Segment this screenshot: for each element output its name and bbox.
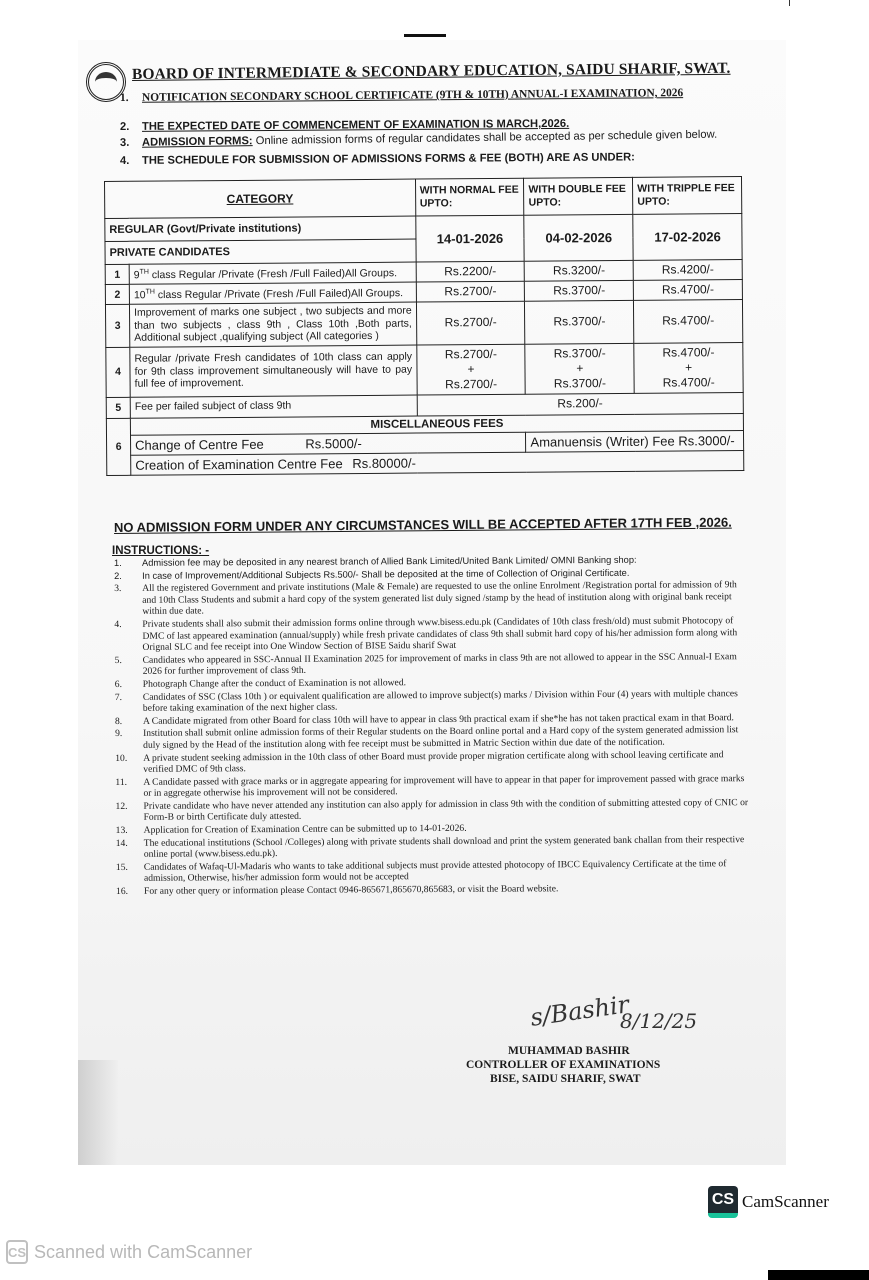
header-item-4: 4. THE SCHEDULE FOR SUBMISSION OF ADMISSIONS FORMS & FEE (BOTH) ARE AS UNDER: xyxy=(119,151,635,167)
handwritten-signature: s/Bashir xyxy=(528,990,631,1032)
instruction-item: 5. Candidates who appeared in SSC-Annual II Examination 2025 for improvement of marks in class 9th are not allowed to appear in the SSC Annual-I Exam 2026 for further improvement of class 9th. xyxy=(114,650,737,678)
table-header-row xyxy=(105,176,742,218)
instruction-item: 1. Admission fee may be deposited in any nearest branch of Allied Bank Limited/United Bank Limited/ OMNI Banking shop: xyxy=(113,554,637,568)
instruction-item: 3. All the registered Government and private institutions (Male & Female) are requested to use the online Enrolment /Registration portal for admission of 9th and 10th Class Students and submit a hard copy of the system generated list duly signed /stamp by the head of institution along with original bank receipt within due date. xyxy=(114,579,737,618)
watermark-text: Scanned with CamScanner xyxy=(34,1241,253,1262)
change-centre-fee: Change of Centre Fee Rs.5000/- xyxy=(131,432,527,455)
corner-bar xyxy=(768,1270,869,1280)
top-tick-mark xyxy=(789,0,790,6)
instruction-item: 13. Application for Creation of Examination Centre can be submitted up to 14-01-2026. xyxy=(115,822,467,837)
triple-fee-header: WITH TRIPPLE FEE UPTO: xyxy=(633,176,742,214)
misc-fees-title: MISCELLANEOUS FEES xyxy=(130,413,743,435)
instruction-item: 2. In case of Improvement/Additional Subjects Rs.500/- Shall be deposited at the time of Collection of Original Certificate. xyxy=(114,567,630,581)
fee-schedule-table xyxy=(104,176,744,476)
double-fee: Rs.3700/- xyxy=(525,280,634,301)
double-fee-header: WITH DOUBLE FEE UPTO: xyxy=(524,177,633,215)
private-label: PRIVATE CANDIDATES xyxy=(105,239,416,264)
row-number: 4 xyxy=(106,347,130,397)
double-fee: Rs.3700/- + Rs.3700/- xyxy=(525,343,634,394)
triple-fee: Rs.4200/- xyxy=(633,259,742,280)
camscanner-badge-text: CamScanner xyxy=(742,1192,829,1211)
normal-fee-date: 14-01-2026 xyxy=(415,215,524,262)
exam-notification-title: NOTIFICATION SECONDARY SCHOOL CERTIFICATE (9TH & 10TH) ANNUAL-I EXAMINATION, 2026 xyxy=(141,87,684,104)
header-item-2: 2. THE EXPECTED DATE OF COMMENCEMENT OF EXAMINATION IS MARCH,2026. xyxy=(119,117,570,133)
instructions-title: INSTRUCTIONS: - xyxy=(112,545,210,557)
triple-fee-date: 17-02-2026 xyxy=(633,213,742,260)
row-description: 9TH class Regular /Private (Fresh /Full Failed)All Groups. xyxy=(129,262,416,284)
signature-date: 8/12/25 xyxy=(620,1009,698,1033)
table-row xyxy=(105,299,742,347)
signatory-designation: CONTROLLER OF EXAMINATIONS xyxy=(466,1059,661,1071)
triple-fee: Rs.4700/- xyxy=(633,279,742,300)
normal-fee: Rs.2700/- xyxy=(416,301,525,344)
misc-row xyxy=(107,450,744,475)
row-number: 3 xyxy=(105,304,129,347)
creation-centre-fee: Creation of Examination Centre Fee Rs.80000/- xyxy=(131,450,744,475)
instruction-item: 11. A Candidate passed with grace marks or in aggregate appearing for improvement will have to appear in that paper for improvement passed with grace marks or in aggregate otherwise his improvement will not be considered. xyxy=(115,772,745,800)
failed-subject-fee: Rs.200/- xyxy=(417,392,744,416)
normal-fee: Rs.2700/- + Rs.2700/- xyxy=(416,344,525,395)
row-description: 10TH class Regular /Private (Fresh /Full Failed)All Groups. xyxy=(129,282,416,304)
deadline-notice: NO ADMISSION FORM UNDER ANY CIRCUMSTANCES WILL BE ACCEPTED AFTER 17TH FEB ,2026. xyxy=(113,514,732,535)
triple-fee: Rs.4700/- + Rs.4700/- xyxy=(634,342,743,393)
row-number: 2 xyxy=(105,284,129,304)
row-number: 1 xyxy=(105,264,129,284)
header-item-1: 1. NOTIFICATION SECONDARY SCHOOL CERTIFICATE (9TH & 10TH) ANNUAL-I EXAMINATION, 2026 xyxy=(119,87,684,104)
regular-label: REGULAR (Govt/Private institutions) xyxy=(105,216,416,241)
header-item-3: 3. ADMISSION FORMS: Online admission forms of regular candidates shall be accepted as per schedule given below. xyxy=(119,128,718,149)
row-description: Regular /private Fresh candidates of 10th class can apply for 9th class improvement simultaneously will have to pay full fee of improvement. xyxy=(130,345,417,397)
instruction-item: 7. Candidates of SSC (Class 10th ) or equivalent qualification are allowed to improve subject(s) marks / Division within Four (4) years with multiple chances before taking examination of the next higher class. xyxy=(114,687,738,714)
normal-fee: Rs.2200/- xyxy=(416,261,525,282)
commencement-date: THE EXPECTED DATE OF COMMENCEMENT OF EXAMINATION IS MARCH,2026. xyxy=(141,117,570,133)
camscanner-badge xyxy=(708,1186,829,1218)
normal-fee-header: WITH NORMAL FEE UPTO: xyxy=(415,178,524,216)
row-number: 6 xyxy=(106,418,130,475)
instruction-item: 12. Private candidate who have never attended any institution can also apply for admission in class 9th with the condition of submitting attested copy of CNIC or Form-B or birth Certificate duly attested. xyxy=(115,796,749,824)
schedule-heading: THE SCHEDULE FOR SUBMISSION OF ADMISSIONS FORMS & FEE (BOTH) ARE AS UNDER: xyxy=(141,151,635,167)
triple-fee: Rs.4700/- xyxy=(634,299,743,342)
instruction-item: 10. A private student seeking admission in the 10th class of other Board must provide proper migration certificate along with school leaving certificate and verified DMC of 9th class. xyxy=(115,748,724,775)
signature-block xyxy=(466,990,740,1085)
regular-row xyxy=(105,213,742,241)
signatory-name: MUHAMMAD BASHIR xyxy=(508,1045,630,1057)
admission-forms-label: ADMISSION FORMS: xyxy=(141,135,253,149)
instruction-item: 4. Private students shall also submit their admission forms online through www.bisess.edu.pk (Candidates of 10th class fresh/old) must submit Photocopy of DMC of last appeared examination (annual/supply) while fresh private candidates of class 9th shall submit hard copy of his/her admission form along with Orignal SLC and fee receipt into One Window Section of BISE Saidu sharif Swat xyxy=(114,615,738,653)
signatory-office: BISE, SAIDU SHARIF, SWAT xyxy=(490,1073,641,1085)
camscanner-logo-icon: CS xyxy=(708,1186,738,1218)
instruction-item: 16. For any other query or information please Contact 0946-865671,865670,865683, or visit the Board website. xyxy=(116,883,559,898)
instruction-item: 14. The educational institutions (School /Colleges) along with private students shall download and print the system generated bank challan from their respective online portal (www.bisess.edu.pk). xyxy=(115,833,745,861)
instruction-item: 15. Candidates of Wafaq-Ul-Madaris who wants to take additional subjects must provide attested photocopy of IBCC Equivalency Certificate at the time of admission, Otherwise, his/her admission form would not be accepted xyxy=(115,858,727,885)
double-fee: Rs.3700/- xyxy=(525,300,634,343)
row-number: 5 xyxy=(106,397,130,418)
table-row xyxy=(106,342,743,397)
row-description: Improvement of marks one subject , two subjects and more than two subjects , class 9th , Class 10th ,Both parts, Additional subject ,qualifying subject (All categories ) xyxy=(130,302,417,347)
instruction-item: 8. A Candidate migrated from other Board for class 10th will have to appear in class 9th practical exam if she*he has not taken practical exam in that Board. xyxy=(114,711,734,727)
scan-shadow xyxy=(78,1060,118,1165)
row-description: Fee per failed subject of class 9th xyxy=(130,395,417,418)
normal-fee: Rs.2700/- xyxy=(416,281,525,302)
instruction-item: 6. Photograph Change after the conduct of Examination is not allowed. xyxy=(114,677,407,690)
admission-forms-text: Online admission forms of regular candidates shall be accepted as per schedule given below. xyxy=(252,128,718,148)
instruction-item: 9. Institution shall submit online admission forms of their Regular students on the Board online portal and a Hard copy of the system generated admission list duly signed by the Head of the institution along with fee receipt must be submitted in Matric Section within due date of the notification. xyxy=(115,724,739,751)
scanned-with-watermark xyxy=(6,1240,252,1264)
category-header: CATEGORY xyxy=(105,179,416,218)
double-fee-date: 04-02-2026 xyxy=(524,214,633,261)
amanuensis-fee: Amanuensis (Writer) Fee Rs.3000/- xyxy=(526,430,744,452)
board-title: BOARD OF INTERMEDIATE & SECONDARY EDUCATION, SAIDU SHARIF, SWAT. xyxy=(131,59,731,83)
camscanner-watermark-icon: CS xyxy=(6,1240,28,1264)
instructions-list xyxy=(112,554,754,899)
top-dash-mark xyxy=(404,34,446,37)
double-fee: Rs.3200/- xyxy=(525,260,634,281)
